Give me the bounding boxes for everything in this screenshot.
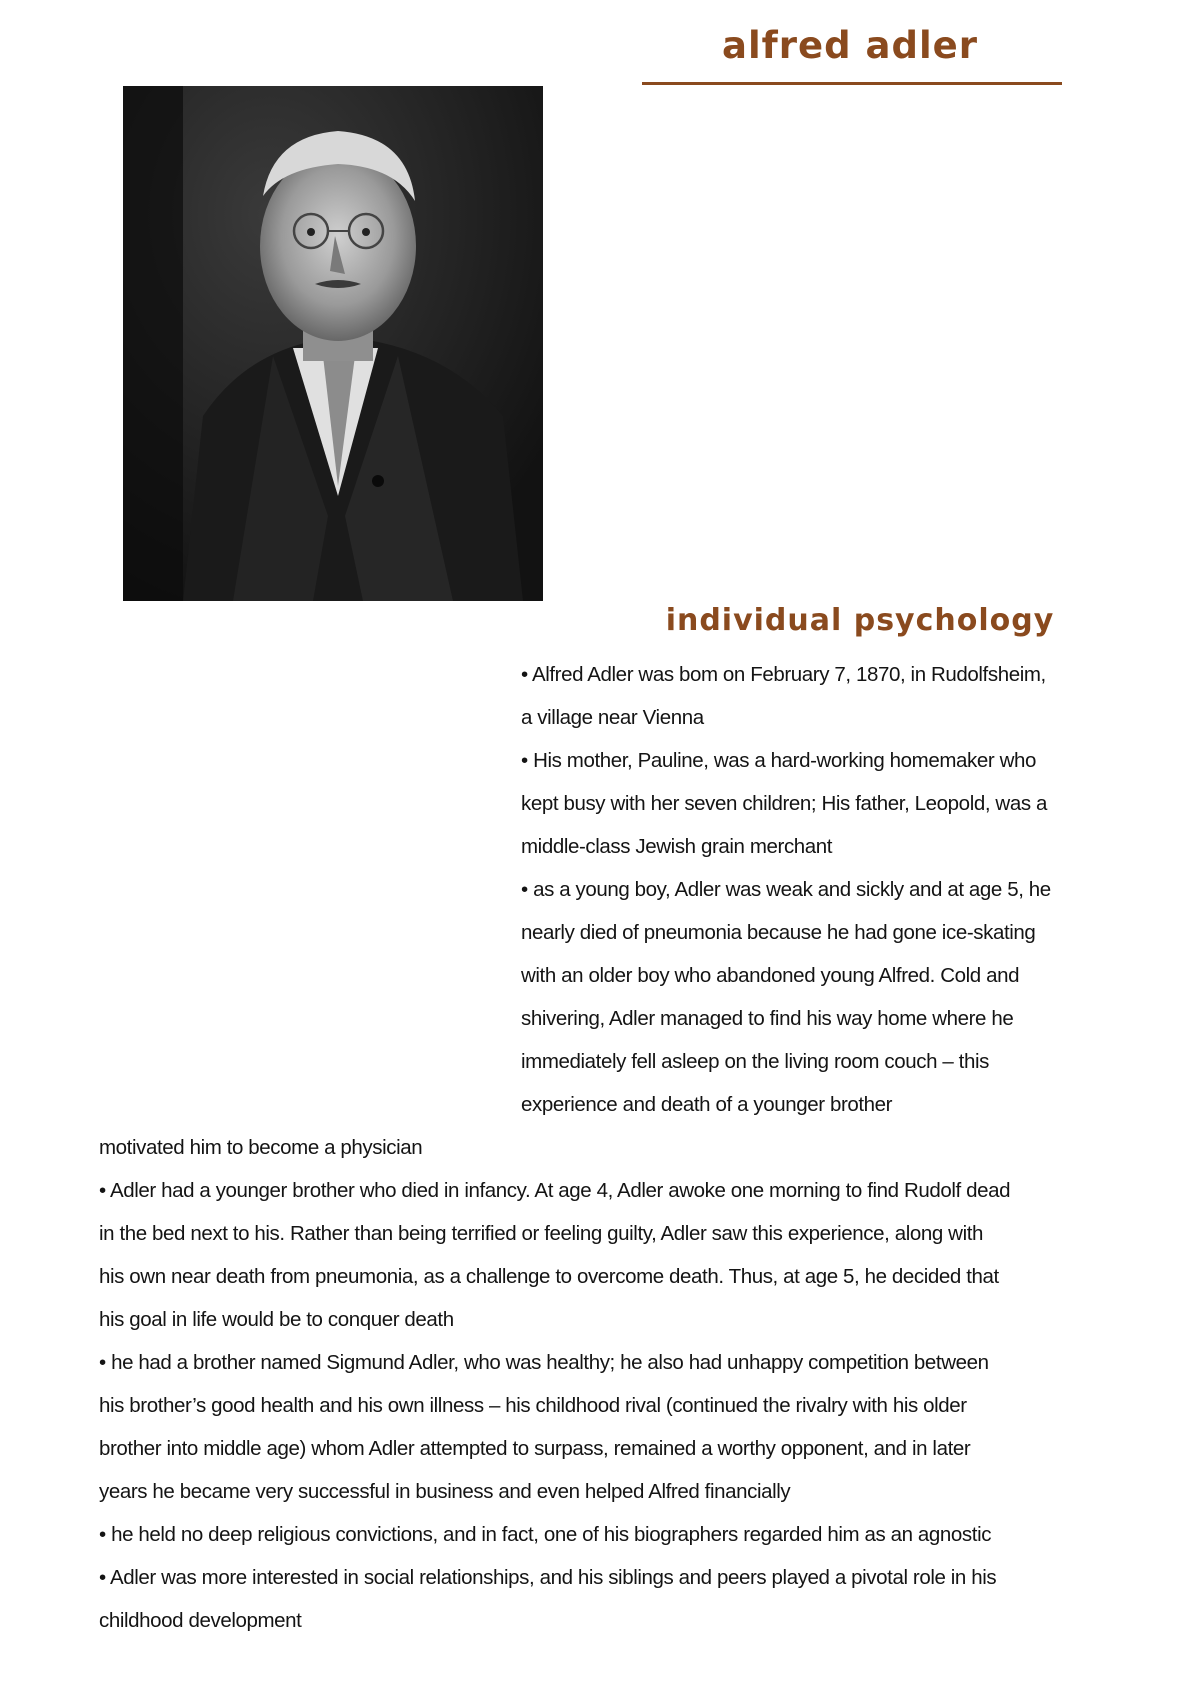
text-line: • Adler was more interested in social relationships, and his siblings and peers played a pivotal role in his (99, 1566, 997, 1589)
portrait-photo (123, 86, 543, 601)
text-line: childhood development (99, 1609, 302, 1632)
text-line: • as a young boy, Adler was weak and sickly and at age 5, he (521, 878, 1051, 901)
text-line: • he held no deep religious convictions, and in fact, one of his biographers regarded him as an agnostic (99, 1523, 992, 1546)
text-line: motivated him to become a physician (99, 1136, 423, 1159)
text-line: • he had a brother named Sigmund Adler, who was healthy; he also had unhappy competition between (99, 1351, 989, 1374)
text-line: his own near death from pneumonia, as a challenge to overcome death. Thus, at age 5, he decided that (99, 1265, 999, 1288)
page-title: alfred adler (722, 24, 978, 67)
text-line: • Alfred Adler was bom on February 7, 1870, in Rudolfsheim, (521, 663, 1046, 686)
text-line: shivering, Adler managed to find his way home where he (521, 1007, 1014, 1030)
title-underline (642, 82, 1062, 85)
text-line: in the bed next to his. Rather than being terrified or feeling guilty, Adler saw this experience, along with (99, 1222, 984, 1245)
section-subtitle: individual psychology (665, 603, 1055, 638)
text-line: his goal in life would be to conquer death (99, 1308, 454, 1331)
text-line: brother into middle age) whom Adler attempted to surpass, remained a worthy opponent, and in later (99, 1437, 971, 1460)
text-line: immediately fell asleep on the living room couch – this (521, 1050, 989, 1073)
text-line: • His mother, Pauline, was a hard-working homemaker who (521, 749, 1036, 772)
text-line: • Adler had a younger brother who died in infancy. At age 4, Adler awoke one morning to find Rudolf dead (99, 1179, 1011, 1202)
text-line: a village near Vienna (521, 706, 704, 729)
text-line: kept busy with her seven children; His father, Leopold, was a (521, 792, 1047, 815)
text-line: nearly died of pneumonia because he had gone ice-skating (521, 921, 1036, 944)
text-line: his brother’s good health and his own illness – his childhood rival (continued the rivalry with his older (99, 1394, 967, 1417)
text-line: with an older boy who abandoned young Alfred. Cold and (521, 964, 1020, 987)
text-line: experience and death of a younger brother (521, 1093, 893, 1116)
text-line: middle-class Jewish grain merchant (521, 835, 833, 858)
text-line: years he became very successful in business and even helped Alfred financially (99, 1480, 791, 1503)
